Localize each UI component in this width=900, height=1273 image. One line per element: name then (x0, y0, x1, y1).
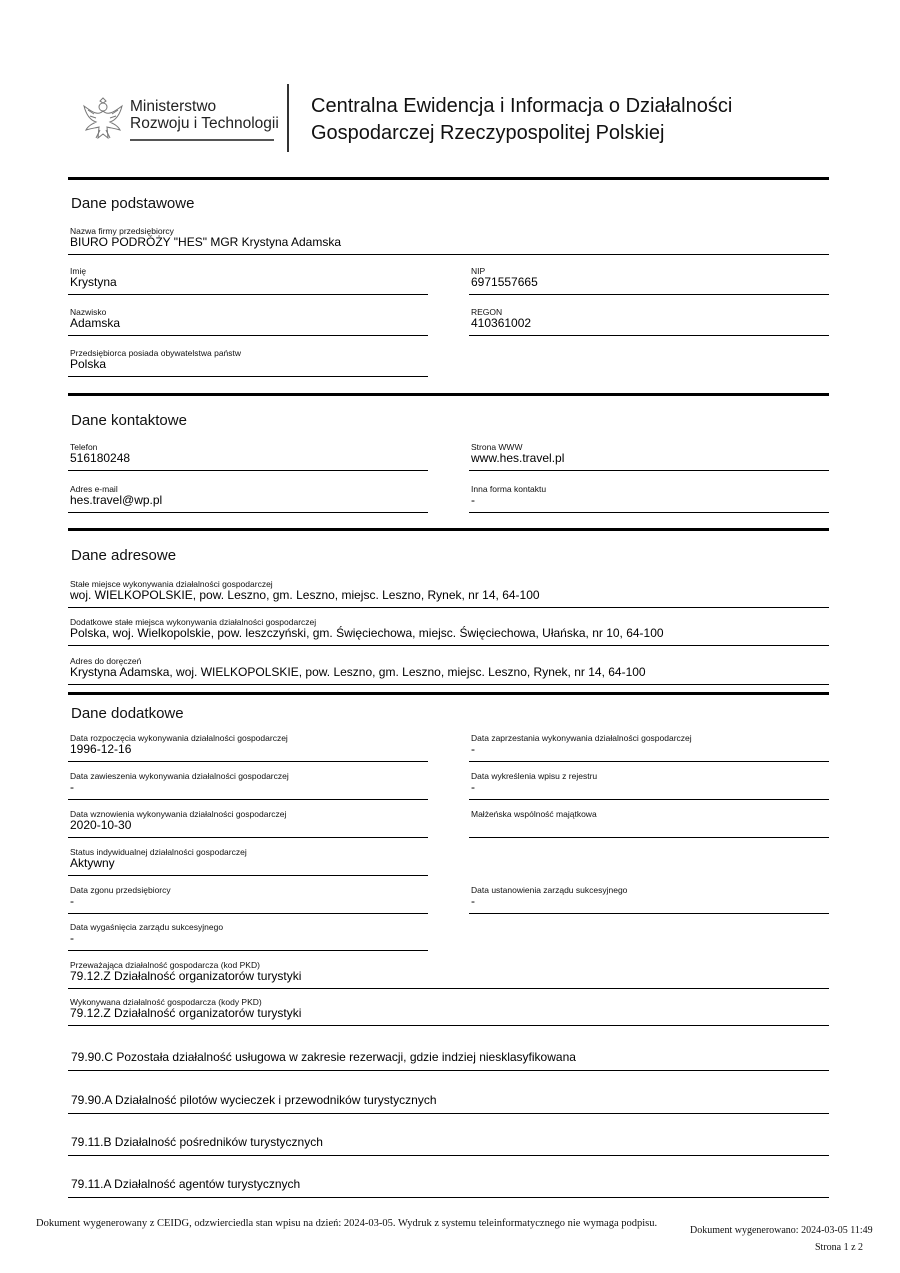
section-divider (68, 177, 829, 180)
ministry-name (130, 98, 279, 132)
field-label: Data ustanowienia zarządu sukcesyjnego (471, 885, 628, 895)
field-death-date (68, 885, 428, 914)
field-value: Polska, woj. Wielkopolskie, pow. leszczyński, gm. Święciechowa, miejsc. Święciechowa, Ułańska, nr 10, 64-100 (70, 626, 664, 640)
field-first-name (68, 266, 428, 295)
field-citizenship (68, 348, 428, 377)
field-label: Data rozpoczęcia wykonywania działalności gospodarczej (70, 733, 288, 743)
field-label: Dodatkowe stałe miejsca wykonywania działalności gospodarczej (70, 617, 317, 627)
field-email (68, 484, 428, 513)
pkd-code: 79.90.C Pozostała działalność usługowa w zakresie rezerwacji, gdzie indziej niesklasyfikowana (71, 1050, 576, 1064)
section-title-additional: Dane dodatkowe (71, 705, 184, 722)
field-status (68, 847, 428, 876)
field-end-date (469, 733, 829, 762)
field-label: Wykonywana działalność gospodarcza (kody PKD) (70, 997, 262, 1007)
field-main-address (68, 579, 829, 608)
field-label: Adres e-mail (70, 484, 118, 494)
field-label: Imię (70, 266, 87, 276)
section-divider (68, 393, 829, 396)
field-value: Adamska (70, 316, 121, 330)
pkd-code: 79.11.B Działalność pośredników turystycznych (71, 1135, 323, 1149)
section-title-contact: Dane kontaktowe (71, 412, 187, 429)
field-value: 410361002 (471, 316, 532, 330)
field-label: Data zgonu przedsiębiorcy (70, 885, 171, 895)
field-label: Strona WWW (471, 442, 523, 452)
field-label: REGON (471, 307, 503, 317)
field-label: Przedsiębiorca posiada obywatelstwa państw (70, 348, 242, 358)
field-other-contact (469, 484, 829, 513)
field-label: Adres do doręczeń (70, 656, 142, 666)
field-value: 79.12.Z Działalność organizatorów turystyki (70, 1006, 302, 1020)
ministry-underline (130, 139, 274, 141)
field-label: Małżeńska wspólność majątkowa (471, 809, 597, 819)
field-value: Aktywny (70, 856, 115, 870)
field-value: BIURO PODRÓŻY "HES" MGR Krystyna Adamska (70, 235, 342, 249)
field-label: Data zaprzestania wykonywania działalności gospodarczej (471, 733, 692, 743)
field-regon (469, 307, 829, 336)
field-suspend-date (68, 771, 428, 800)
field-value: Polska (70, 357, 107, 371)
field-delete-date (469, 771, 829, 800)
field-www (469, 442, 829, 471)
field-value: 79.12.Z Działalność organizatorów turystyki (70, 969, 302, 983)
footer-disclaimer: Dokument wygenerowany z CEIDG, odzwierciedla stan wpisu na dzień: 2024-03-05. Wydruk z systemu teleinformatycznego nie wymaga podpisu. (36, 1218, 658, 1229)
field-company-name (68, 226, 829, 255)
field-marital-property (469, 809, 829, 838)
field-label: Data wygaśnięcia zarządu sukcesyjnego (70, 922, 224, 932)
field-pkd-all (68, 997, 829, 1026)
field-phone (68, 442, 428, 471)
pkd-code: 79.90.A Działalność pilotów wycieczek i przewodników turystycznych (71, 1093, 437, 1107)
field-value: - (471, 742, 475, 756)
field-value: woj. WIELKOPOLSKIE, pow. Leszno, gm. Leszno, miejsc. Leszno, Rynek, nr 14, 64-100 (70, 588, 540, 602)
field-label: Status indywidualnej działalności gospodarczej (70, 847, 247, 857)
field-resume-date (68, 809, 428, 838)
field-start-date (68, 733, 428, 762)
field-value: Krystyna Adamska, woj. WIELKOPOLSKIE, pow. Leszno, gm. Leszno, miejsc. Leszno, Rynek, nr 14, 64-100 (70, 665, 646, 679)
field-value: hes.travel@wp.pl (70, 493, 163, 507)
field-value: - (70, 780, 74, 794)
field-value: 2020-10-30 (70, 818, 132, 832)
field-label: NIP (471, 266, 486, 276)
pkd-code: 79.11.A Działalność agentów turystycznych (71, 1177, 301, 1191)
field-value: - (471, 780, 475, 794)
section-divider (68, 528, 829, 531)
field-pkd-main (68, 960, 829, 989)
page-number: Strona 1 z 2 (815, 1242, 864, 1253)
field-label: Nazwisko (70, 307, 107, 317)
field-value: - (471, 894, 475, 908)
ministry-line-2: Rozwoju i Technologii (130, 115, 279, 132)
field-label: Inna forma kontaktu (471, 484, 547, 494)
list-item (68, 1175, 829, 1198)
section-title-address: Dane adresowe (71, 547, 177, 564)
field-nip (469, 266, 829, 295)
field-value: 6971557665 (471, 275, 538, 289)
field-delivery-address (68, 656, 829, 685)
field-value: - (70, 931, 74, 945)
field-succession-end (68, 922, 428, 951)
ministry-logo (80, 92, 280, 147)
field-value: - (70, 894, 74, 908)
field-value: www.hes.travel.pl (471, 451, 565, 465)
field-label: Data zawieszenia wykonywania działalności gospodarczej (70, 771, 289, 781)
field-succession-start (469, 885, 829, 914)
page-title (311, 93, 831, 147)
list-item (68, 1133, 829, 1156)
field-value: Krystyna (70, 275, 117, 289)
footer-generated: Dokument wygenerowano: 2024-03-05 11:49 (690, 1225, 873, 1236)
field-value: 1996-12-16 (70, 742, 132, 756)
field-value: 516180248 (70, 451, 131, 465)
list-item (68, 1048, 829, 1071)
field-label: Stałe miejsce wykonywania działalności gospodarczej (70, 579, 273, 589)
section-divider (68, 692, 829, 695)
field-last-name (68, 307, 428, 336)
ministry-line-1: Ministerstwo (130, 98, 217, 115)
field-label: Telefon (70, 442, 98, 452)
field-extra-address (68, 617, 829, 646)
field-label: Nazwa firmy przedsiębiorcy (70, 226, 174, 236)
title-line-1: Centralna Ewidencja i Informacja o Działalności (311, 95, 733, 117)
field-value: - (471, 493, 475, 507)
eagle-emblem-icon (80, 94, 126, 144)
list-item (68, 1091, 829, 1114)
header-divider (287, 84, 289, 152)
field-label: Data wykreślenia wpisu z rejestru (471, 771, 598, 781)
title-line-2: Gospodarczej Rzeczypospolitej Polskiej (311, 122, 665, 144)
field-label: Przeważająca działalność gospodarcza (kod PKD) (70, 960, 260, 970)
field-label: Data wznowienia wykonywania działalności gospodarczej (70, 809, 287, 819)
section-title-basic: Dane podstawowe (71, 195, 195, 212)
